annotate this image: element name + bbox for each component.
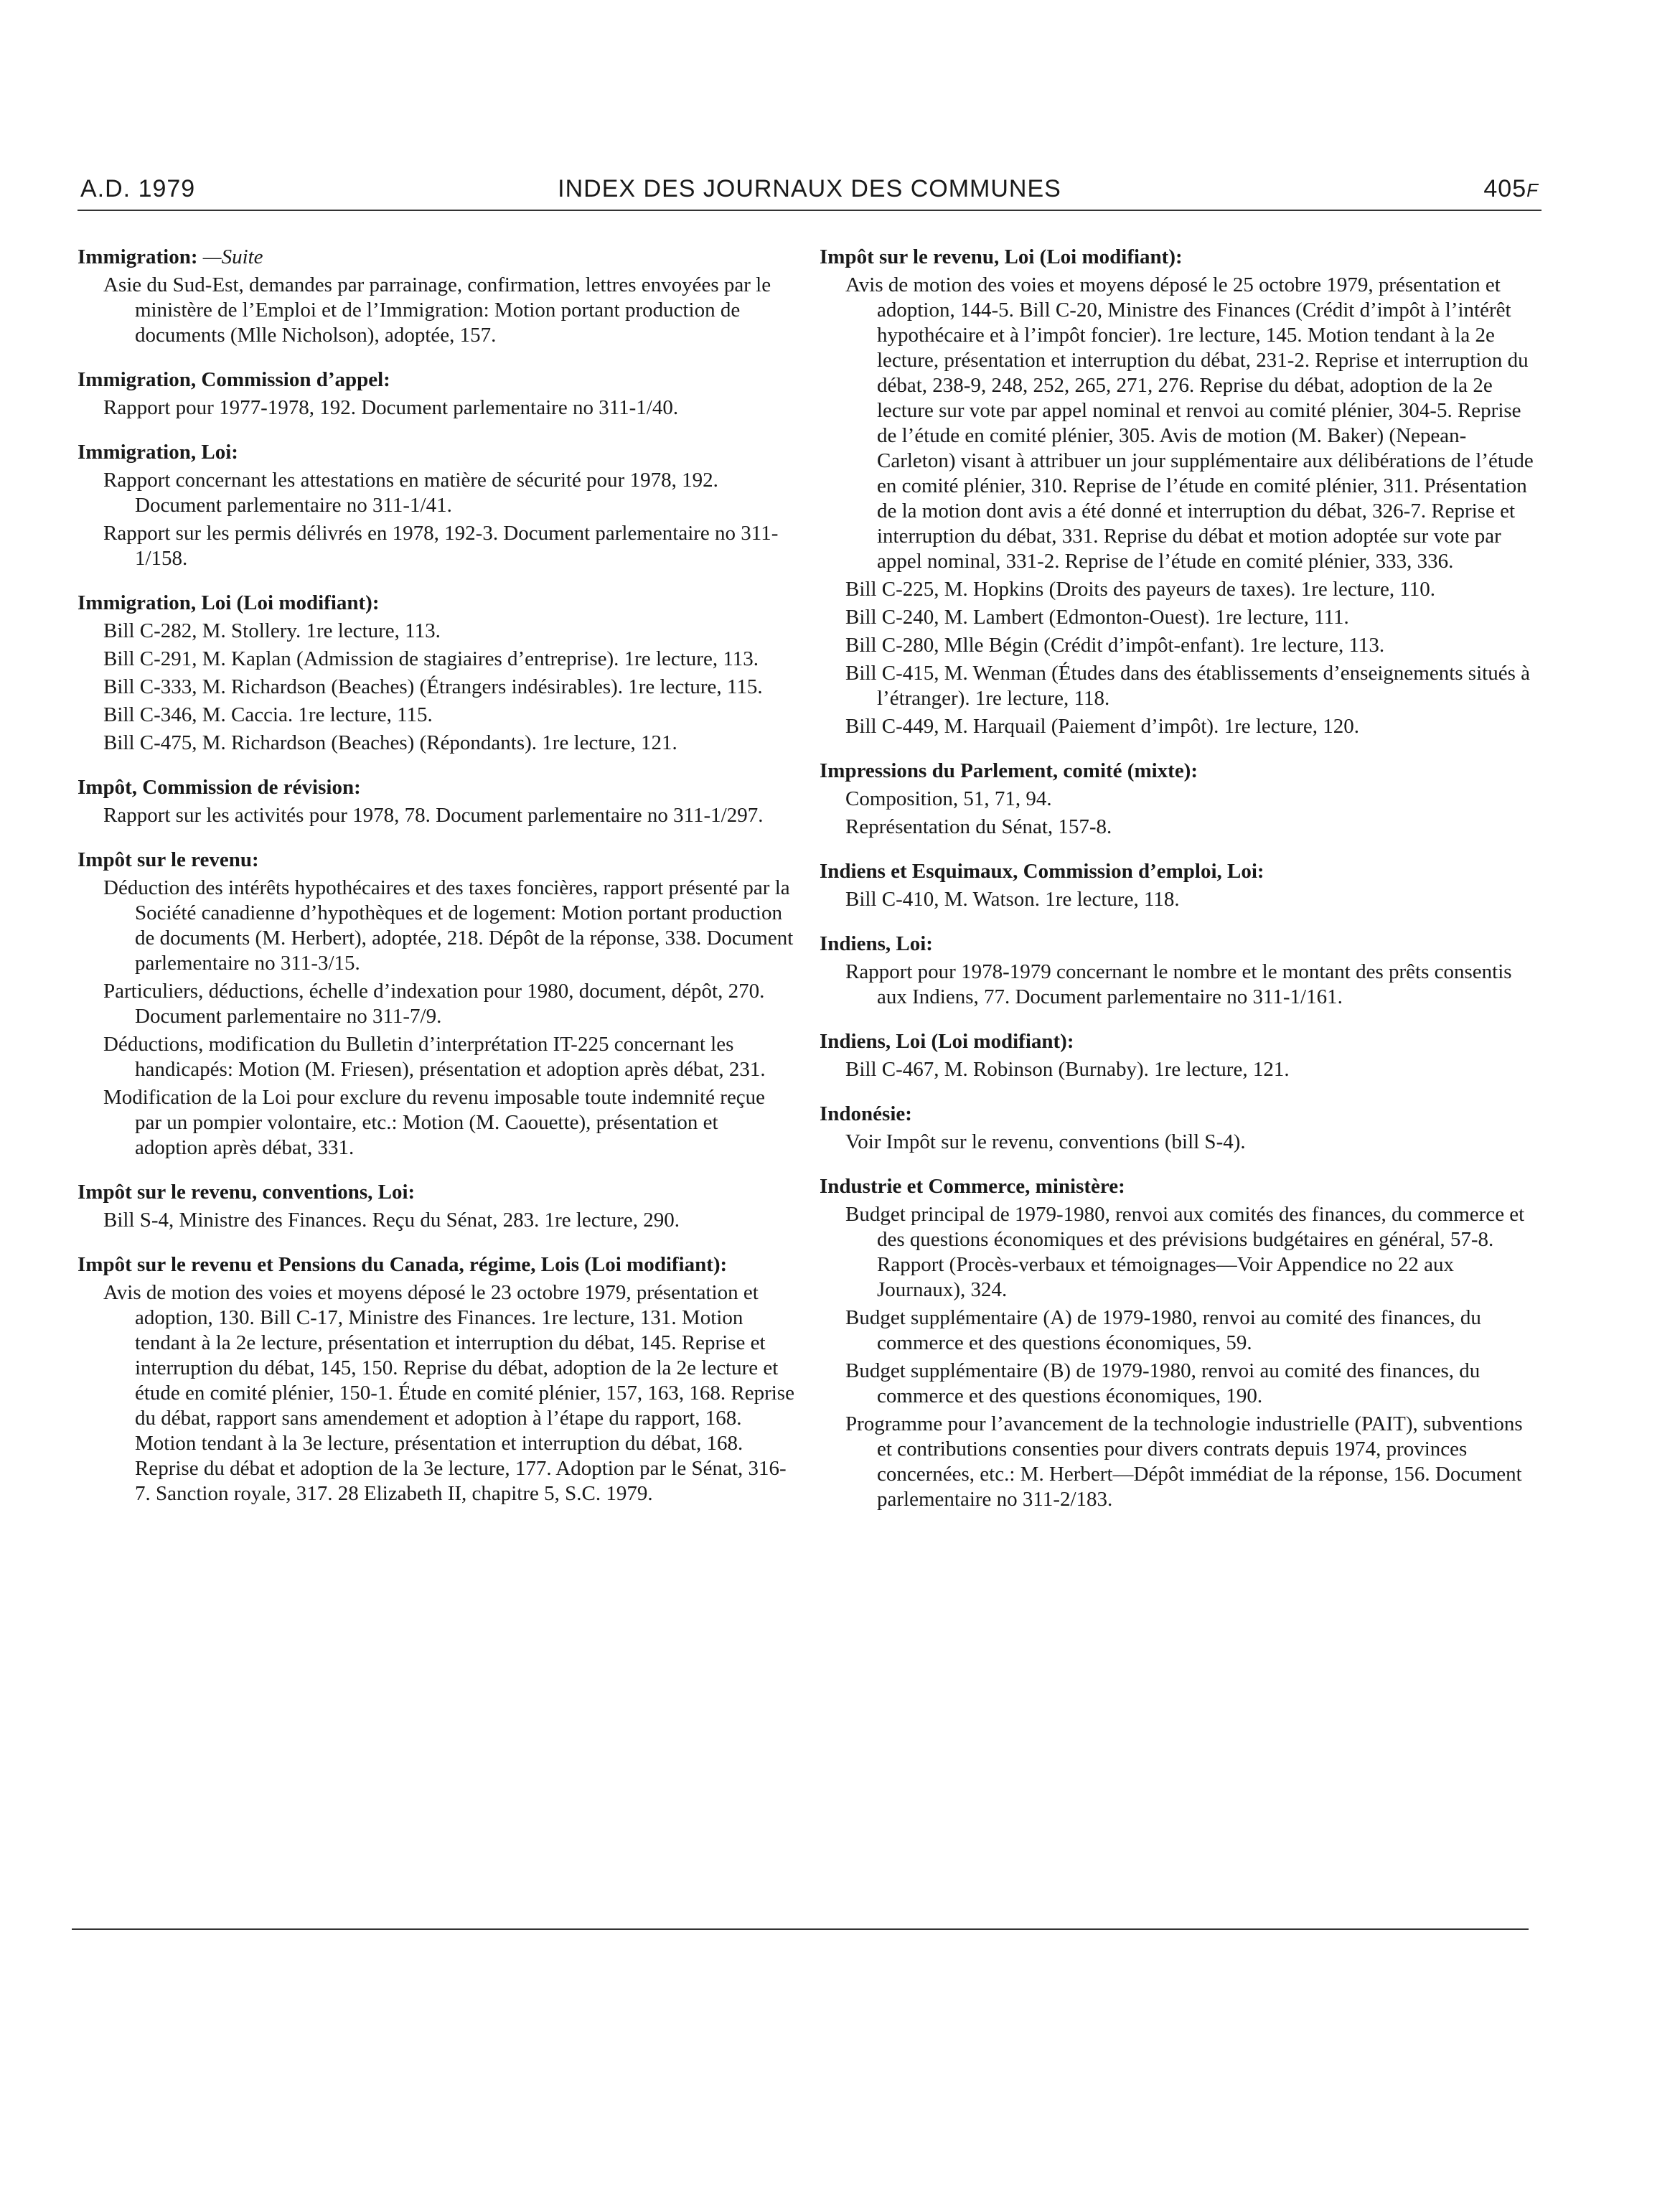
entry-heading [78, 847, 795, 873]
index-entry [820, 1101, 1537, 1155]
page-number-suffix: F [1526, 179, 1539, 201]
entry-subitem: Rapport sur les activités pour 1978, 78. Document parlementaire no 311-1/297. [103, 804, 764, 827]
left-column [78, 244, 795, 1525]
entry-heading-text: Impressions du Parlement, comité (mixte): [820, 759, 1198, 782]
index-entry [78, 847, 795, 1161]
index-entry [820, 931, 1537, 1010]
page-header [80, 175, 1539, 211]
entry-heading-text: Immigration: [78, 245, 198, 268]
entry-subitem: Rapport concernant les attestations en matière de sécurité pour 1978, 192. Document parlementaire no 311-1/41. [103, 469, 718, 517]
entry-heading [820, 758, 1537, 784]
entry-subitem: Représentation du Sénat, 157-8. [845, 815, 1112, 838]
entry-heading-text: Industrie et Commerce, ministère: [820, 1175, 1125, 1198]
header-year: A.D. 1979 [80, 175, 196, 202]
index-entry [78, 244, 795, 348]
entry-subitem: Bill C-225, M. Hopkins (Droits des payeurs de taxes). 1re lecture, 110. [845, 578, 1436, 601]
index-entry [820, 244, 1537, 739]
entry-subitem: Bill C-333, M. Richardson (Beaches) (Étrangers indésirables). 1re lecture, 115. [103, 675, 763, 698]
entry-heading [78, 1179, 795, 1205]
index-entry [78, 1252, 795, 1506]
entry-subitem: Bill C-467, M. Robinson (Burnaby). 1re lecture, 121. [845, 1058, 1290, 1081]
entry-subitem: Bill C-449, M. Harquail (Paiement d’impôt). 1re lecture, 120. [845, 715, 1359, 738]
entry-subitem: Asie du Sud-Est, demandes par parrainage, confirmation, lettres envoyées par le ministère de l’Emploi et de l’Immigration: Motion portant production de documents (Mlle Nicholson), adoptée, 157. [103, 273, 771, 347]
entry-heading [820, 1173, 1537, 1199]
index-entry [820, 1173, 1537, 1512]
entry-subitem: Déductions, modification du Bulletin d’interprétation IT-225 concernant les handicapés: Motion (M. Friesen), présentation et adoption après débat, 231. [103, 1033, 766, 1081]
entry-heading [78, 1252, 795, 1278]
entry-heading-text: Immigration, Loi: [78, 441, 238, 464]
entry-heading-text: Impôt, Commission de révision: [78, 776, 361, 799]
right-column [820, 244, 1537, 1531]
entry-heading [78, 774, 795, 800]
entry-subitem: Bill C-475, M. Richardson (Beaches) (Répondants). 1re lecture, 121. [103, 731, 677, 754]
entry-subitem: Avis de motion des voies et moyens déposé le 25 octobre 1979, présentation et adoption, 144-5. Bill C-20, Ministre des Finances (Crédit d’impôt à l’intérêt hypothécaire et à l’impôt foncier). 1re lecture, 145. Motion tendant à la 2e lecture, présentation et interruption du débat, 231-2. Reprise et interruption du débat, 238-9, 248, 252, 265, 271, 276. Reprise du débat, adoption de la 2e lecture sur vote par appel nominal et renvoi au comité plénier, 304-5. Reprise de l’étude en comité plénier, 305. Avis de motion (M. Baker) (Nepean-Carleton) visant à attribuer un jour supplémentaire aux délibérations de l’étude en comité plénier, 310. Reprise de l’étude en comité plénier, 311. Présentation de la motion dont avis a été donné et interruption du débat, 326-7. Reprise et interruption du débat, 331. Reprise du débat et motion adoptée sur vote par appel nominal, 331-2. Reprise de l’étude en comité plénier, 333, 336. [845, 273, 1534, 573]
entry-heading [820, 1028, 1537, 1054]
entry-heading-text: Impôt sur le revenu et Pensions du Canada, régime, Lois (Loi modifiant): [78, 1253, 728, 1276]
entry-heading-text: Impôt sur le revenu, conventions, Loi: [78, 1181, 416, 1204]
entry-subitem: Bill C-291, M. Kaplan (Admission de stagiaires d’entreprise). 1re lecture, 113. [103, 647, 759, 670]
entry-subitem: Bill S-4, Ministre des Finances. Reçu du Sénat, 283. 1re lecture, 290. [103, 1209, 680, 1232]
header-rule [78, 210, 1541, 211]
entry-heading-text: Immigration, Loi (Loi modifiant): [78, 591, 380, 614]
footer-rule [72, 1928, 1529, 1930]
entry-heading-suffix: —Suite [202, 245, 263, 268]
entry-subitem: Bill C-346, M. Caccia. 1re lecture, 115. [103, 703, 433, 726]
entry-heading [78, 439, 795, 465]
entry-heading [78, 590, 795, 616]
header-title: INDEX DES JOURNAUX DES COMMUNES [558, 175, 1061, 202]
entry-heading-text: Impôt sur le revenu: [78, 848, 259, 871]
entry-subitem: Déduction des intérêts hypothécaires et des taxes foncières, rapport présenté par la Société canadienne d’hypothèques et de logement: Motion portant production de documents (M. Herbert), adoptée, 218. Dépôt de la réponse, 338. Document parlementaire no 311-3/15. [103, 876, 794, 975]
index-entry [820, 858, 1537, 912]
entry-subitem: Programme pour l’avancement de la technologie industrielle (PAIT), subventions et contributions consenties pour divers contrats depuis 1974, provinces concernées, etc.: M. Herbert—Dépôt immédiat de la réponse, 156. Document parlementaire no 311-2/183. [845, 1412, 1523, 1511]
entry-subitem: Avis de motion des voies et moyens déposé le 23 octobre 1979, présentation et adoption, 130. Bill C-17, Ministre des Finances. 1re lecture, 131. Motion tendant à la 2e lecture, présentation et interruption du débat, 145. Reprise et interruption du débat, 145, 150. Reprise du débat, adoption de la 2e lecture et étude en comité plénier, 150-1. Étude en comité plénier, 157, 163, 168. Reprise du débat, rapport sans amendement et adoption à l’étape du rapport, 168. Motion tendant à la 3e lecture, présentation et interruption du débat, 168. Reprise du débat et adoption de la 3e lecture, 177. Adoption par le Sénat, 316-7. Sanction royale, 317. 28 Elizabeth II, chapitre 5, S.C. 1979. [103, 1281, 794, 1505]
entry-subitem: Bill C-415, M. Wenman (Études dans des établissements d’enseignements situés à l’étranger). 1re lecture, 118. [845, 662, 1530, 710]
entry-subitem: Budget supplémentaire (B) de 1979-1980, renvoi au comité des finances, du commerce et des questions économiques, 190. [845, 1359, 1480, 1407]
entry-subitem: Particuliers, déductions, échelle d’indexation pour 1980, document, dépôt, 270. Document parlementaire no 311-7/9. [103, 980, 765, 1028]
entry-subitem: Budget principal de 1979-1980, renvoi aux comités des finances, du commerce et des questions économiques et des prévisions budgétaires en général, 57-8. Rapport (Procès-verbaux et témoignages—Voir Appendice no 22 aux Journaux), 324. [845, 1203, 1525, 1301]
entry-heading [78, 367, 795, 393]
entry-heading-text: Indiens et Esquimaux, Commission d’emploi, Loi: [820, 860, 1264, 883]
index-entry [78, 439, 795, 571]
entry-subitem: Composition, 51, 71, 94. [845, 787, 1052, 810]
index-entry [820, 758, 1537, 840]
entry-subitem: Bill C-280, Mlle Bégin (Crédit d’impôt-enfant). 1re lecture, 113. [845, 634, 1385, 657]
entry-subitem: Bill C-240, M. Lambert (Edmonton-Ouest). 1re lecture, 111. [845, 606, 1349, 629]
entry-heading-text: Immigration, Commission d’appel: [78, 368, 390, 391]
entry-heading [820, 858, 1537, 884]
index-entry [78, 367, 795, 421]
entry-subitem: Rapport pour 1977-1978, 192. Document parlementaire no 311-1/40. [103, 396, 679, 419]
index-entry [78, 1179, 795, 1233]
entry-heading [820, 244, 1537, 270]
entry-subitem: Voir Impôt sur le revenu, conventions (bill S-4). [845, 1130, 1246, 1153]
index-entry [78, 774, 795, 828]
page-number: 405 [1483, 175, 1527, 202]
entry-subitem: Bill C-282, M. Stollery. 1re lecture, 113. [103, 619, 441, 642]
entry-heading-text: Indonésie: [820, 1102, 912, 1125]
index-entry [820, 1028, 1537, 1082]
entry-heading [820, 931, 1537, 957]
entry-heading-text: Indiens, Loi: [820, 932, 933, 955]
entry-subitem: Bill C-410, M. Watson. 1re lecture, 118. [845, 888, 1180, 911]
entry-heading-text: Indiens, Loi (Loi modifiant): [820, 1030, 1074, 1053]
entry-subitem: Rapport sur les permis délivrés en 1978, 192-3. Document parlementaire no 311-1/158. [103, 522, 779, 570]
entry-heading [78, 244, 795, 270]
entry-subitem: Modification de la Loi pour exclure du revenu imposable toute indemnité reçue par un pompier volontaire, etc.: Motion (M. Caouette), présentation et adoption après débat, 331. [103, 1086, 766, 1159]
entry-heading [820, 1101, 1537, 1127]
entry-heading-text: Impôt sur le revenu, Loi (Loi modifiant): [820, 245, 1183, 268]
index-entry [78, 590, 795, 756]
entry-subitem: Budget supplémentaire (A) de 1979-1980, renvoi au comité des finances, du commerce et des questions économiques, 59. [845, 1306, 1481, 1354]
entry-subitem: Rapport pour 1978-1979 concernant le nombre et le montant des prêts consentis aux Indiens, 77. Document parlementaire no 311-1/161. [845, 960, 1512, 1008]
header-page-number [1483, 175, 1539, 203]
